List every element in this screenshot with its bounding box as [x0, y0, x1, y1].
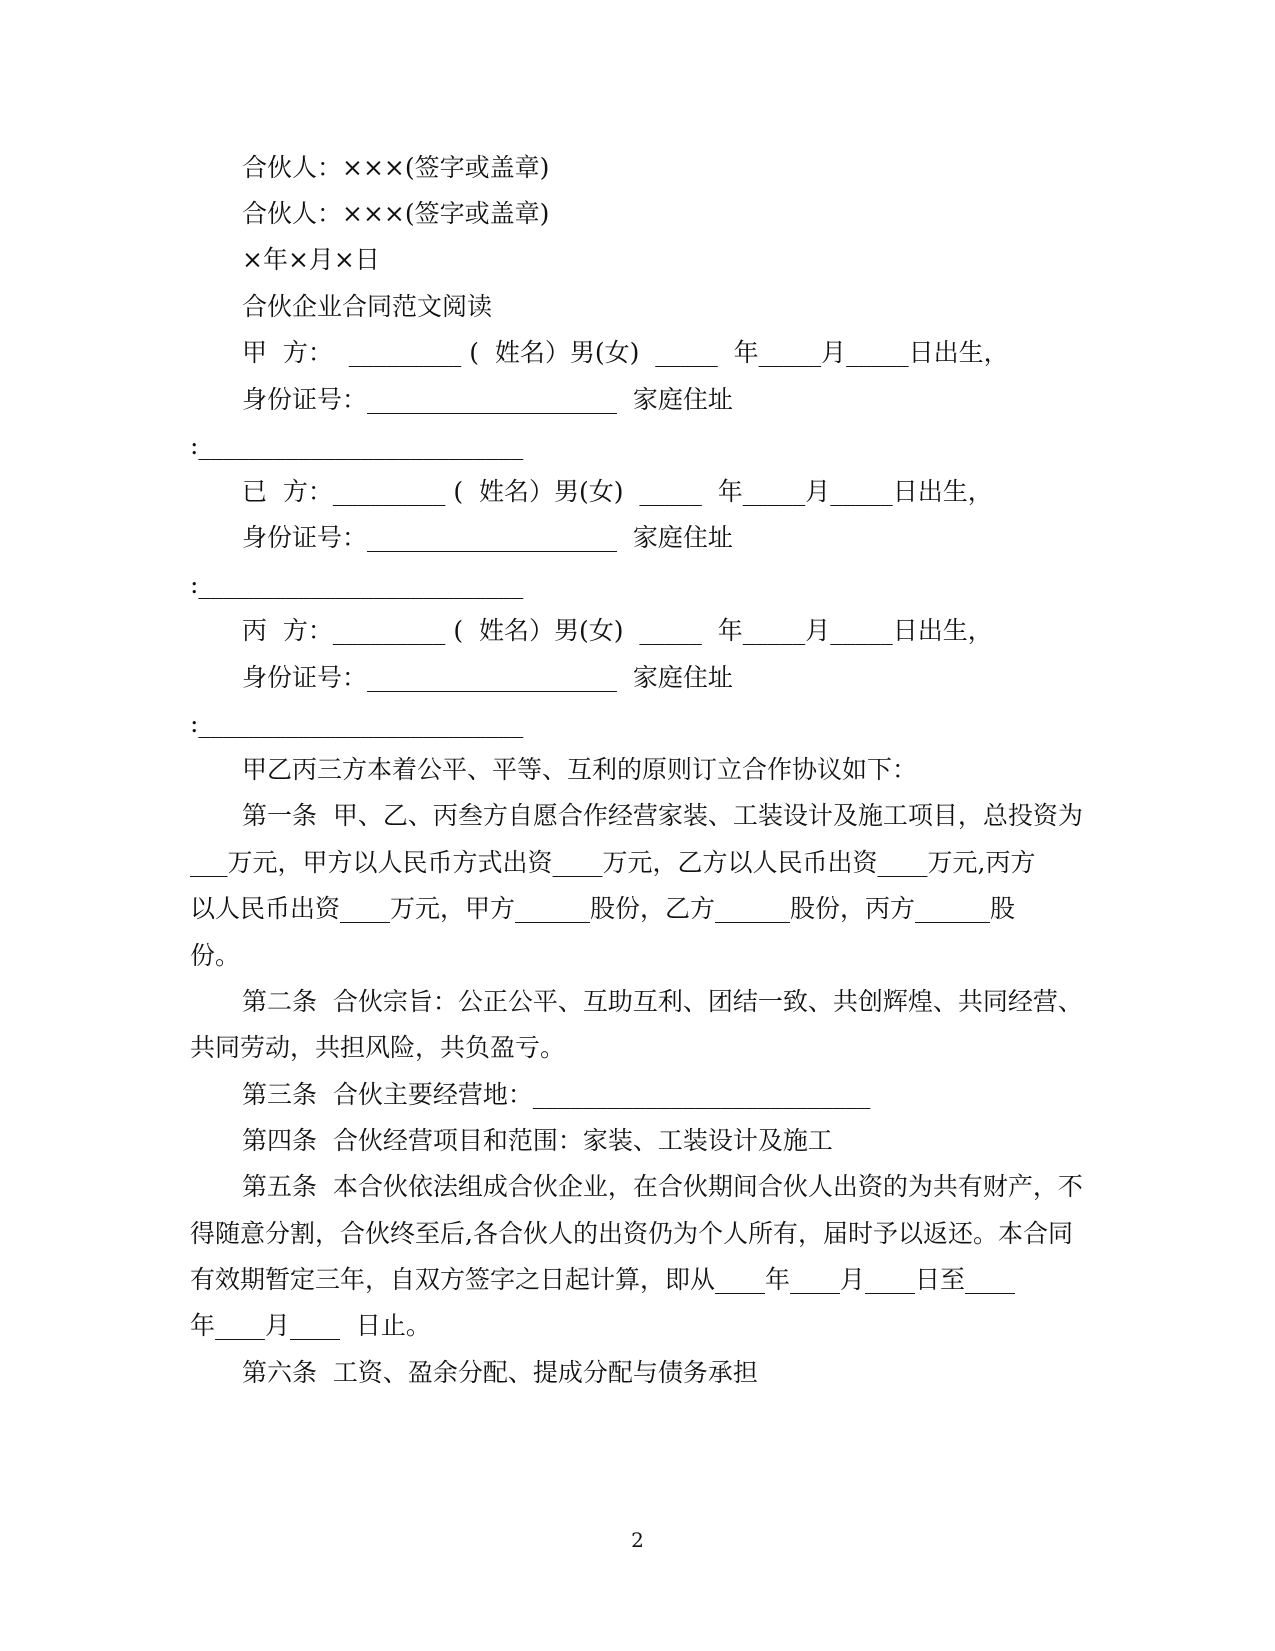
party-c-info: 丙 方：_________ ( 姓名）男(女) _____ 年_____月_____日出生， [242, 616, 993, 645]
article-2-line-1: 第二条 合伙宗旨：公正公平、互助互利、团结一致、共创辉煌、共同经营、 [242, 987, 1083, 1016]
section-title: 合伙企业合同范文阅读 [242, 292, 493, 321]
article-2-line-2: 共同劳动，共担风险，共负盈亏。 [190, 1033, 566, 1062]
article-5-line-3: 有效期暂定三年，自双方签字之日起计算，即从____年____月____日至____ [190, 1265, 1016, 1294]
article-1-line-1: 第一条 甲、乙、丙叁方自愿合作经营家装、工装设计及施工项目，总投资为 [242, 801, 1083, 830]
partner-signature-line-2: 合伙人：×××(签字或盖章) [242, 199, 550, 228]
article-4: 第四条 合伙经营项目和范围：家装、工装设计及施工 [242, 1126, 833, 1155]
article-5-line-1: 第五条 本合伙依法组成合伙企业，在合伙期间合伙人出资的为共有财产，不 [242, 1172, 1083, 1201]
party-b-id: 身份证号：____________________ 家庭住址 [242, 523, 733, 552]
article-1-line-4: 份。 [190, 941, 241, 970]
article-5-line-4: 年____月____ 日止。 [190, 1311, 431, 1340]
article-1-line-3: 以人民币出资____万元，甲方______股份，乙方______股份，丙方______股 [190, 894, 1016, 923]
party-c-address: :__________________________ [190, 709, 524, 738]
article-5-line-2: 得随意分割，合伙终至后,各合伙人的出资仍为个人所有，届时予以返还。本合同 [190, 1219, 1073, 1248]
page-number: 2 [631, 1528, 644, 1552]
article-1-line-2: ___万元，甲方以人民币方式出资____万元，乙方以人民币出资____万元,丙方 [190, 848, 1036, 877]
article-3: 第三条 合伙主要经营地：___________________________ [242, 1080, 871, 1109]
party-a-id: 身份证号：____________________ 家庭住址 [242, 385, 733, 414]
article-6: 第六条 工资、盈余分配、提成分配与债务承担 [242, 1358, 758, 1387]
party-a-address: :__________________________ [190, 431, 524, 460]
party-c-id: 身份证号：____________________ 家庭住址 [242, 663, 733, 692]
agreement-intro: 甲乙丙三方本着公平、平等、互利的原则订立合作协议如下： [242, 755, 918, 784]
partner-signature-line-1: 合伙人：×××(签字或盖章) [242, 153, 550, 182]
party-a-info: 甲 方： _________ ( 姓名）男(女) _____ 年_____月_____日出生， [242, 338, 1009, 367]
party-b-info: 已 方：_________ ( 姓名）男(女) _____ 年_____月_____日出生， [242, 477, 993, 506]
date-line: ×年×月×日 [242, 245, 380, 274]
party-b-address: :__________________________ [190, 570, 524, 599]
